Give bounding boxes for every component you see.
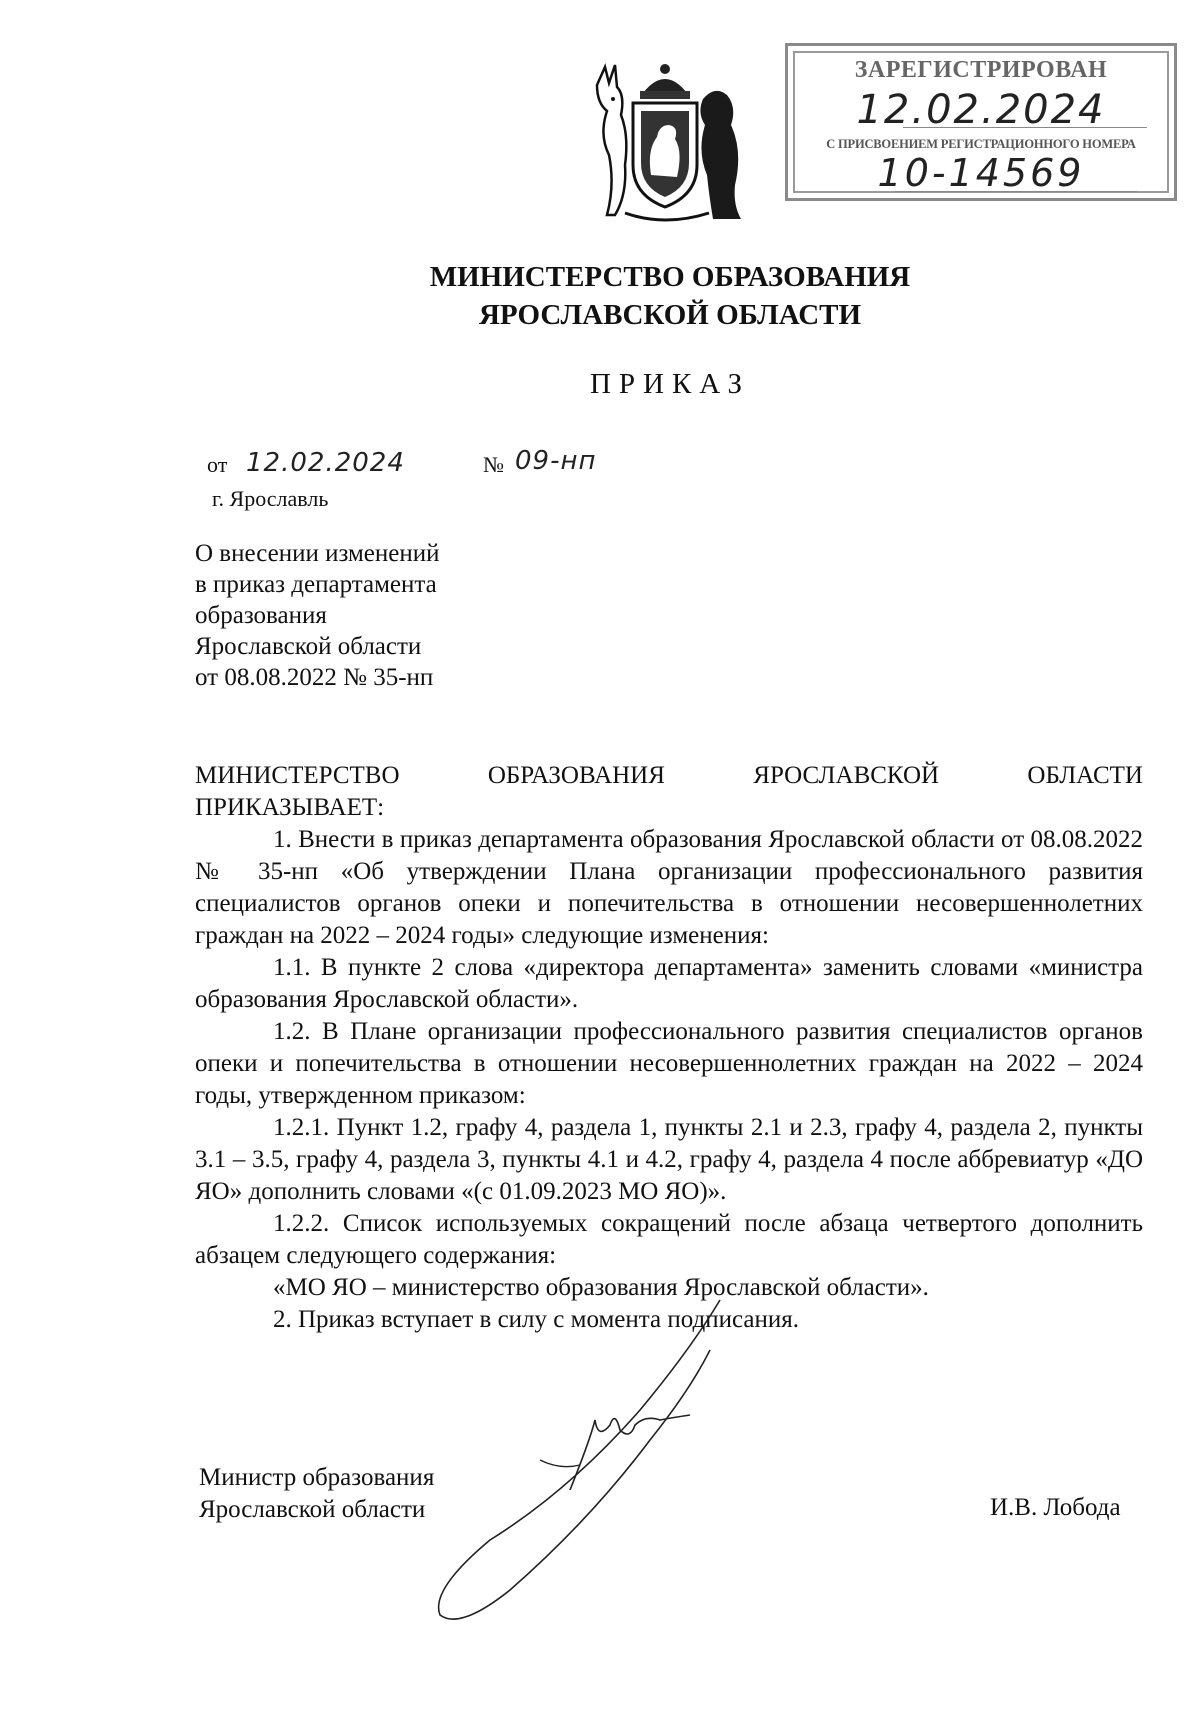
stamp-divider	[903, 127, 1147, 128]
stamp-caption: С ПРИСВОЕНИЕМ РЕГИСТРАЦИОННОГО НОМЕРА	[826, 137, 1136, 151]
signer-title-line: Ярославской области	[199, 1496, 426, 1523]
number-label: №	[483, 452, 504, 477]
document-type: ПРИКАЗ	[589, 368, 751, 400]
stamp-number: 10-14569	[877, 151, 1085, 195]
stamp-divider	[895, 191, 1137, 192]
ministry-heading-line: ЯРОСЛАВСКОЙ ОБЛАСТИ	[478, 299, 862, 331]
paragraph-1-2: 1.2. В Плане организации профессионального развития специалистов органов опеки и попечительства в отношении несовершеннолетних граждан на 2022 – 2024 годы, утвержденном приказом:	[195, 1018, 1143, 1109]
document-subject	[195, 538, 525, 693]
document-number: 09-нп	[515, 446, 597, 476]
ministry-heading-line: МИНИСТЕРСТВО ОБРАЗОВАНИЯ	[429, 261, 911, 293]
stamp-date: 12.02.2024	[856, 87, 1106, 133]
paragraph-1: 1. Внести в приказ департамента образования Ярославской области от 08.08.2022 № 35-нп «Об утверждении Плана организации профессионального развития специалистов органов опеки и попечительства в отношении несовершеннолетних граждан на 2022 – 2024 годы» следующие изменения:	[195, 826, 1143, 949]
ministry-heading	[300, 258, 1040, 334]
coat-of-arms-emblem	[585, 55, 745, 225]
paragraph-quote: «МО ЯО – министерство образования Ярославской области».	[273, 1274, 929, 1301]
stamp-inner-frame	[793, 51, 1169, 193]
signer-title-line: Министр образования	[199, 1464, 435, 1491]
subject-line: О внесении изменений	[195, 540, 440, 567]
document-date: 12.02.2024	[246, 448, 405, 478]
handwritten-signature	[420, 1290, 860, 1630]
paragraph-2: 2. Приказ вступает в силу с момента подписания.	[273, 1306, 799, 1333]
city: г. Ярославль	[212, 486, 329, 511]
subject-line: образования	[195, 602, 327, 629]
preamble-line: ПРИКАЗЫВАЕТ:	[195, 794, 385, 821]
subject-line: в приказ департамента	[195, 571, 437, 598]
signer-name: И.В. Лобода	[990, 1494, 1121, 1521]
paragraph-1-2-1: 1.2.1. Пункт 1.2, графу 4, раздела 1, пункты 2.1 и 2.3, графу 4, раздела 2, пункты 3.1 – 3.5, графу 4, раздела 3, пункты 4.1 и 4.2, графу 4, раздела 4 после аббревиатур «ДО ЯО» дополнить словами «(с 01.09.2023 МО ЯО)».	[195, 1114, 1143, 1205]
subject-line: от 08.08.2022 № 35-нп	[195, 664, 434, 691]
date-label: от	[207, 452, 228, 477]
paragraph-1-2-2: 1.2.2. Список используемых сокращений после абзаца четвертого дополнить абзацем следующего содержания:	[195, 1210, 1143, 1269]
stamp-title: ЗАРЕГИСТРИРОВАН	[854, 57, 1108, 83]
subject-line: Ярославской области	[195, 633, 422, 660]
document-body	[195, 760, 1143, 1336]
signer-title	[199, 1462, 434, 1526]
paragraph-1-1: 1.1. В пункте 2 слова «директора департамента» заменить словами «министра образования Ярославской области».	[195, 954, 1143, 1013]
registration-stamp	[785, 43, 1177, 201]
preamble-line: МИНИСТЕРСТВО ОБРАЗОВАНИЯ ЯРОСЛАВСКОЙ ОБЛАСТИ	[195, 762, 1143, 789]
